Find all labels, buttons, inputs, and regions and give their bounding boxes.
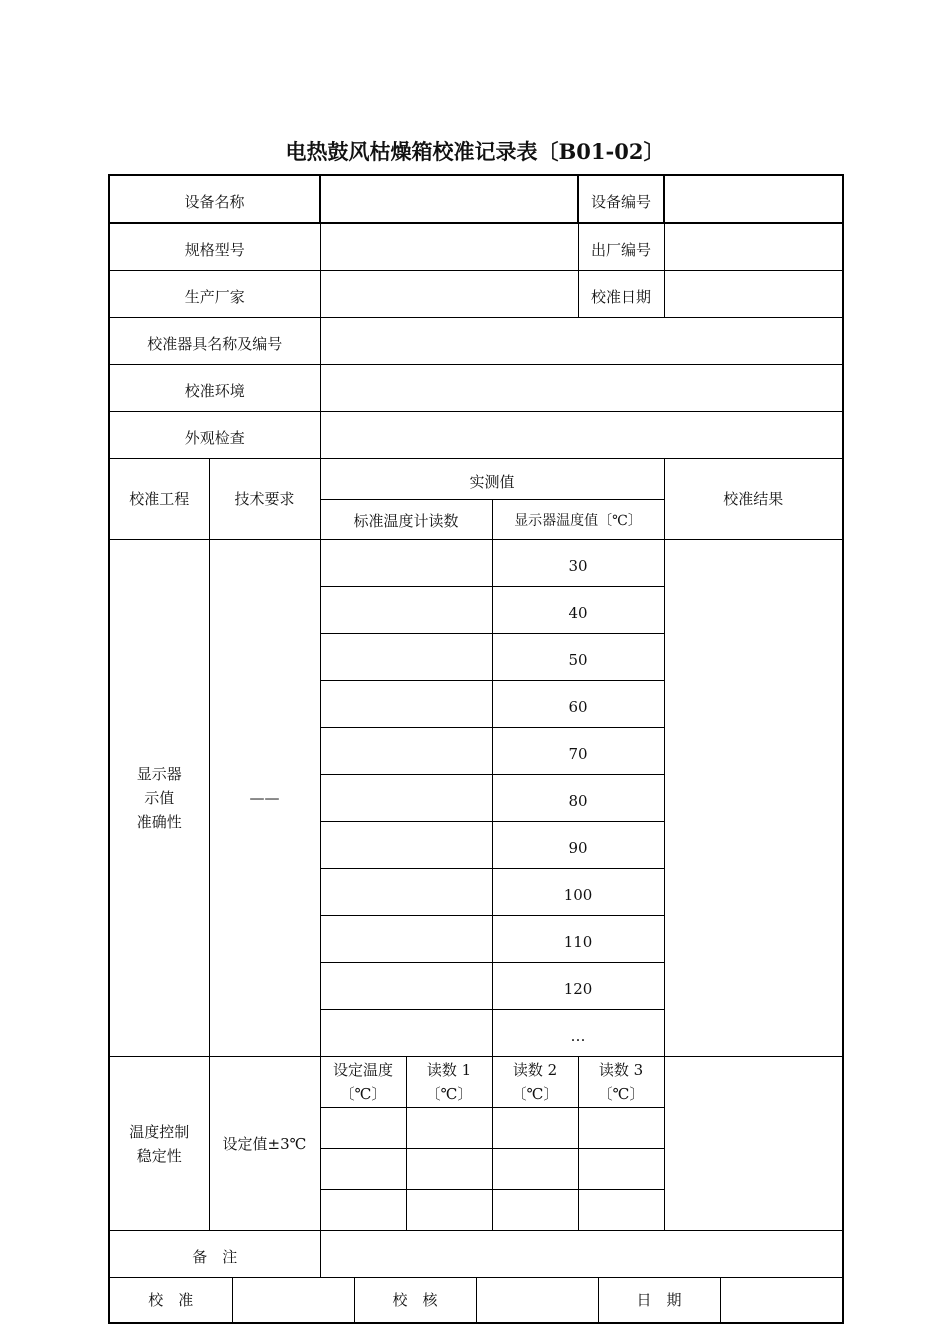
display-value-cell: 60 — [492, 681, 664, 728]
date-label: 日 期 — [598, 1278, 720, 1322]
display-value-cell: 100 — [492, 869, 664, 916]
header-measured: 实测值 — [320, 459, 664, 500]
stability-label — [109, 1057, 209, 1231]
field-calib-date[interactable] — [664, 271, 843, 318]
label-appearance: 外观检查 — [109, 412, 320, 459]
label-equipment-no: 设备编号 — [578, 175, 664, 223]
display-value-cell: 70 — [492, 728, 664, 775]
col-line2: 〔℃〕 — [339, 1085, 387, 1103]
stability-col-set-temp — [320, 1057, 406, 1108]
stability-cell[interactable] — [406, 1190, 492, 1231]
remarks-field[interactable] — [320, 1231, 843, 1278]
display-value-cell: 80 — [492, 775, 664, 822]
field-model[interactable] — [320, 223, 578, 271]
field-equipment-no[interactable] — [664, 175, 843, 223]
accuracy-requirement: —— — [209, 540, 320, 1057]
col-line2: 〔℃〕 — [511, 1085, 559, 1103]
stability-label-line2: 稳定性 — [136, 1146, 182, 1165]
col-line1: 读数 1 — [426, 1061, 472, 1079]
display-value-cell: 120 — [492, 963, 664, 1010]
stability-cell[interactable] — [492, 1149, 578, 1190]
stability-cell[interactable] — [578, 1149, 664, 1190]
stability-col-reading3 — [578, 1057, 664, 1108]
std-reading-cell[interactable] — [320, 916, 492, 963]
date-field[interactable] — [720, 1278, 842, 1322]
std-reading-cell[interactable] — [320, 681, 492, 728]
stability-cell[interactable] — [578, 1190, 664, 1231]
col-line1: 读数 3 — [598, 1061, 644, 1079]
stability-col-reading2 — [492, 1057, 578, 1108]
col-line2: 〔℃〕 — [597, 1085, 645, 1103]
stability-requirement: 设定值±3℃ — [209, 1057, 320, 1231]
review-label: 校 核 — [354, 1278, 476, 1322]
std-reading-cell[interactable] — [320, 540, 492, 587]
std-reading-cell[interactable] — [320, 587, 492, 634]
stability-cell[interactable] — [406, 1149, 492, 1190]
calibration-form — [108, 174, 844, 1324]
stability-cell[interactable] — [492, 1190, 578, 1231]
std-reading-cell[interactable] — [320, 822, 492, 869]
review-field[interactable] — [476, 1278, 598, 1322]
field-serial-no[interactable] — [664, 223, 843, 271]
accuracy-label — [109, 540, 209, 1057]
stability-cell[interactable] — [578, 1108, 664, 1149]
field-equipment-name[interactable] — [320, 175, 578, 223]
stability-cell[interactable] — [320, 1149, 406, 1190]
display-value-cell: 90 — [492, 822, 664, 869]
field-environment[interactable] — [320, 365, 843, 412]
label-model: 规格型号 — [109, 223, 320, 271]
label-manufacturer: 生产厂家 — [109, 271, 320, 318]
header-result: 校准结果 — [664, 459, 843, 540]
display-value-cell: … — [492, 1010, 664, 1057]
display-value-cell: 30 — [492, 540, 664, 587]
stability-cell[interactable] — [492, 1108, 578, 1149]
accuracy-label-line2: 示值 — [144, 789, 175, 807]
stability-label-line1: 温度控制 — [129, 1122, 190, 1141]
col-line1: 设定温度 — [333, 1061, 394, 1079]
stability-cell[interactable] — [320, 1190, 406, 1231]
page-title: 电热鼓风枯燥箱校准记录表〔B01-02〕 — [285, 139, 665, 164]
display-value-cell: 40 — [492, 587, 664, 634]
std-reading-cell[interactable] — [320, 1010, 492, 1057]
header-display-value: 显示器温度值〔℃〕 — [492, 500, 664, 540]
accuracy-label-line1: 显示器 — [136, 765, 182, 783]
std-reading-cell[interactable] — [320, 775, 492, 822]
stability-cell[interactable] — [320, 1108, 406, 1149]
std-reading-cell[interactable] — [320, 963, 492, 1010]
calibrate-field[interactable] — [232, 1278, 354, 1322]
stability-col-reading1 — [406, 1057, 492, 1108]
signature-row — [109, 1278, 843, 1324]
header-std-reading: 标准温度计读数 — [320, 500, 492, 540]
label-environment: 校准环境 — [109, 365, 320, 412]
display-value-cell: 50 — [492, 634, 664, 681]
remarks-label: 备 注 — [109, 1231, 320, 1278]
display-value-cell: 110 — [492, 916, 664, 963]
stability-cell[interactable] — [406, 1108, 492, 1149]
label-equipment-name: 设备名称 — [109, 175, 320, 223]
label-instrument: 校准器具名称及编号 — [109, 318, 320, 365]
signature-table — [110, 1278, 842, 1322]
header-item: 校准工程 — [109, 459, 209, 540]
col-line2: 〔℃〕 — [425, 1085, 473, 1103]
std-reading-cell[interactable] — [320, 634, 492, 681]
label-serial-no: 出厂编号 — [578, 223, 664, 271]
stability-result[interactable] — [664, 1057, 843, 1231]
field-manufacturer[interactable] — [320, 271, 578, 318]
accuracy-label-line3: 准确性 — [136, 813, 182, 831]
std-reading-cell[interactable] — [320, 728, 492, 775]
accuracy-result[interactable] — [664, 540, 843, 1057]
col-line1: 读数 2 — [512, 1061, 558, 1079]
field-instrument[interactable] — [320, 318, 843, 365]
calibrate-label: 校 准 — [110, 1278, 232, 1322]
std-reading-cell[interactable] — [320, 869, 492, 916]
label-calib-date: 校准日期 — [578, 271, 664, 318]
header-requirement: 技术要求 — [209, 459, 320, 540]
field-appearance[interactable] — [320, 412, 843, 459]
